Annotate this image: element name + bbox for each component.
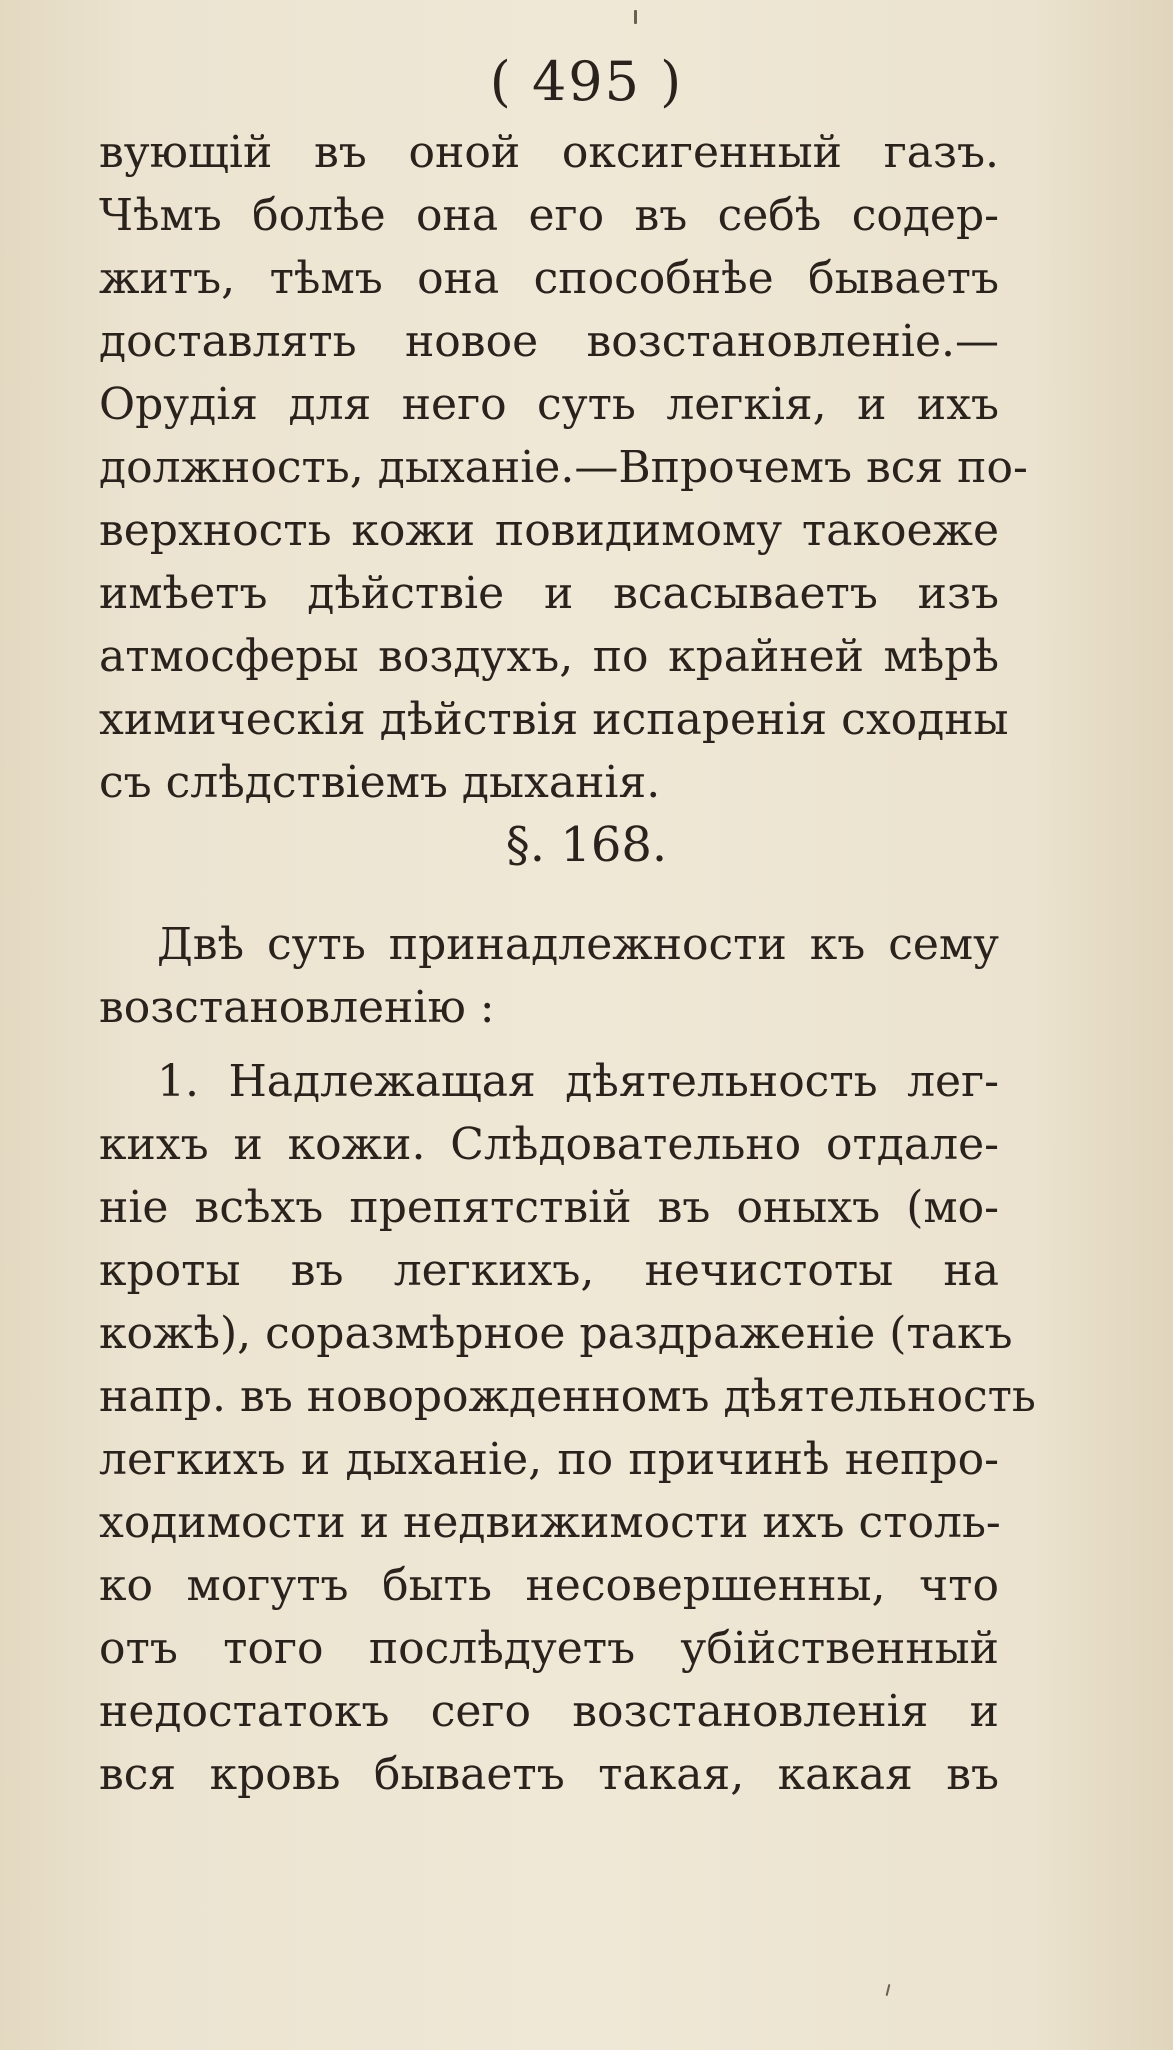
text-line: имѣетъ дѣйствіе и всасываетъ изъ xyxy=(99,568,999,619)
text-line: вующій въ оной оксигенный газъ. xyxy=(99,127,999,178)
text-line: 1. Надлежащая дѣятельность лег- xyxy=(157,1056,999,1107)
text-line: вся кровь бываетъ такая, какая въ xyxy=(99,1749,999,1800)
paragraph-item-one xyxy=(99,1050,1036,1806)
text-line: съ слѣдствіемъ дыханія. xyxy=(99,757,661,808)
text-line: отъ того послѣдуетъ убійственный xyxy=(99,1623,999,1674)
text-line: Двѣ суть принадлежности къ сему xyxy=(157,919,999,970)
text-line: ходимости и недвижимости ихъ столь- xyxy=(99,1497,1001,1548)
text-line: Чѣмъ болѣе она его въ себѣ содер- xyxy=(99,190,999,241)
page-number: ( 495 ) xyxy=(489,50,684,113)
text-line: кихъ и кожи. Слѣдовательно отдале- xyxy=(99,1119,999,1170)
text-line: легкихъ и дыханіе, по причинѣ непро- xyxy=(99,1434,999,1485)
text-line: атмосферы воздухъ, по крайней мѣрѣ xyxy=(99,631,999,682)
text-line: житъ, тѣмъ она способнѣе бываетъ xyxy=(99,253,999,304)
text-line: верхность кожи повидимому такоеже xyxy=(99,505,999,556)
text-line: напр. въ новорожденномъ дѣятельность xyxy=(99,1371,1036,1422)
text-line: недостатокъ сего возстановленія и xyxy=(99,1686,999,1737)
section-heading: §. 168. xyxy=(505,817,668,873)
ink-mark-top xyxy=(634,10,637,24)
text-line: возстановленію : xyxy=(99,982,495,1033)
text-line: химическія дѣйствія испаренія сходны xyxy=(99,694,1009,745)
text-line: ніе всѣхъ препятствій въ оныхъ (мо- xyxy=(99,1182,999,1233)
text-line: должность, дыханіе.—Впрочемъ вся по- xyxy=(99,442,1028,493)
text-line: кожѣ), соразмѣрное раздраженіе (такъ xyxy=(99,1308,1013,1359)
ink-mark-bottom xyxy=(886,1984,891,1996)
text-line: Орудія для него суть легкія, и ихъ xyxy=(99,379,999,430)
text-line: доставлять новое возстановленіе.— xyxy=(99,316,999,367)
paragraph-top xyxy=(99,121,1028,814)
text-line: кроты въ легкихъ, нечистоты на xyxy=(99,1245,999,1296)
text-line: ко могутъ быть несовершенны, что xyxy=(99,1560,999,1611)
paragraph-intro xyxy=(99,913,999,1039)
